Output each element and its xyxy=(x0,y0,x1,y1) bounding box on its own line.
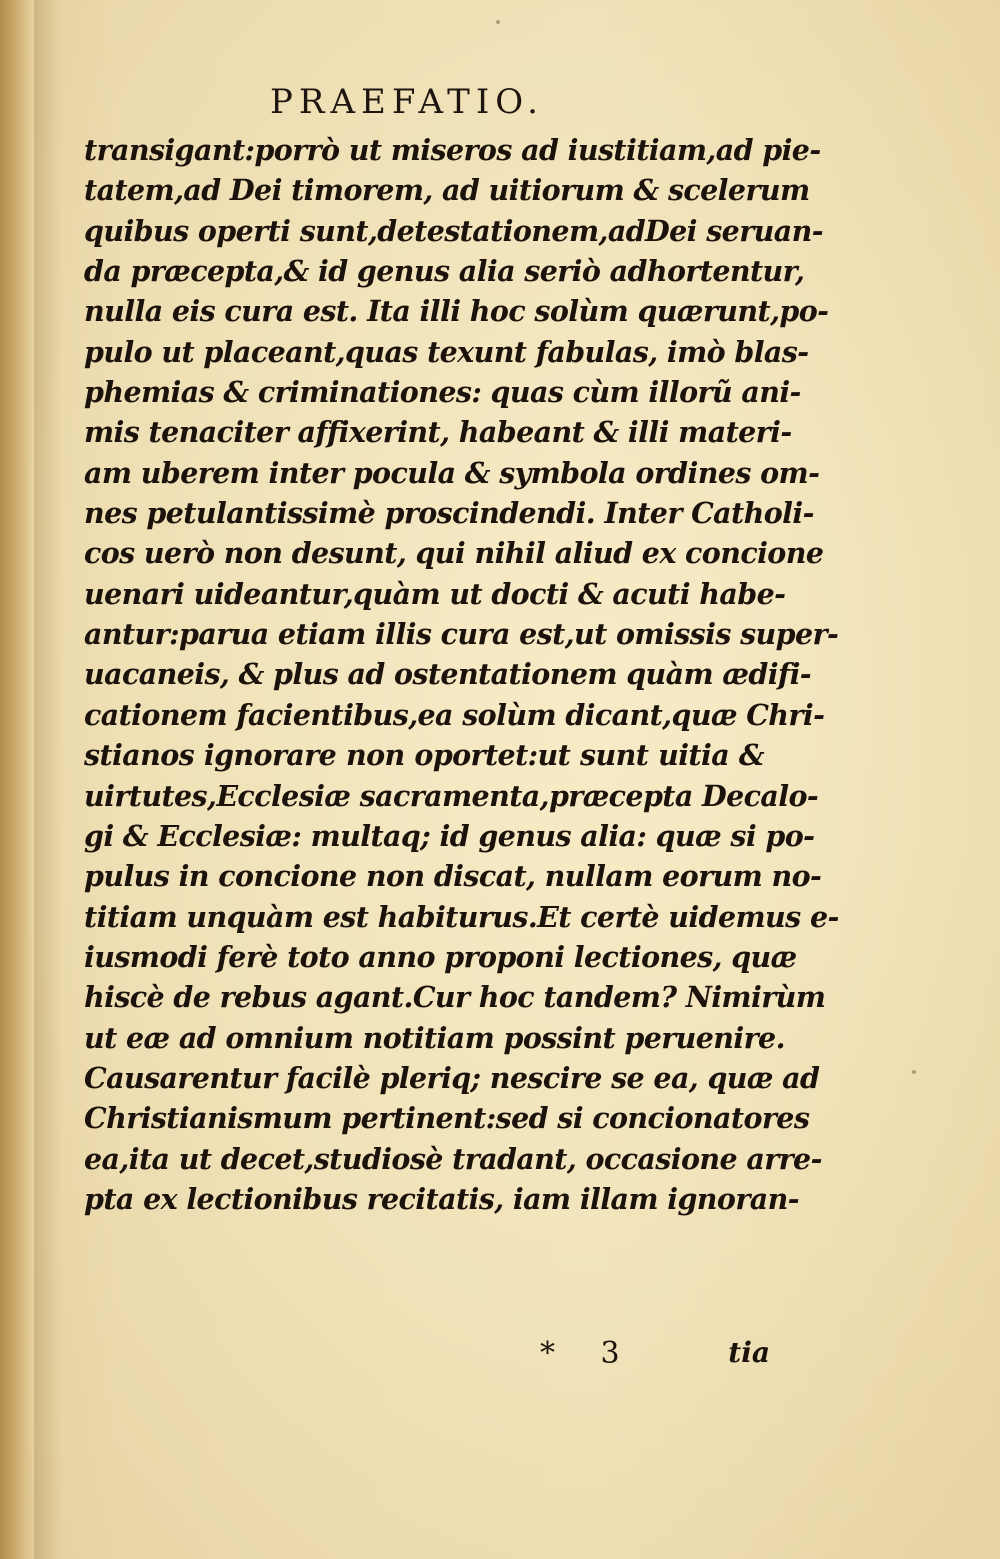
text-line: stianos ignorare non oportet:ut sunt uitia & xyxy=(84,738,764,773)
text-line: quibus operti sunt,detestationem,adDei seruan- xyxy=(84,213,823,248)
text-line: Causarentur facilè pleriq; nescire se ea, quæ ad xyxy=(84,1060,820,1095)
running-head: PRAEFATIO. xyxy=(270,82,544,122)
paper-speck xyxy=(496,20,500,24)
text-line: hiscè de rebus agant.Cur hoc tandem? Nimirùm xyxy=(84,980,826,1015)
text-line: ea,ita ut decet,studiosè tradant, occasione arre- xyxy=(84,1141,822,1176)
text-line: gi & Ecclesiæ: multaq; id genus alia: quæ si po- xyxy=(84,818,815,853)
text-line: mis tenaciter affixerint, habeant & illi materi- xyxy=(84,415,792,450)
text-line: antur:parua etiam illis cura est,ut omissis super- xyxy=(84,617,839,652)
text-line: cos uerò non desunt, qui nihil aliud ex concione xyxy=(84,536,824,571)
text-line: nes petulantissimè proscindendi. Inter Catholi- xyxy=(84,496,814,531)
book-binding-edge xyxy=(0,0,34,1559)
text-line: iusmodi ferè toto anno proponi lectiones, quæ xyxy=(84,939,797,974)
text-line: uacaneis, & plus ad ostentationem quàm ædifi- xyxy=(84,657,812,692)
text-line: pulus in concione non discat, nullam eorum no- xyxy=(84,859,822,894)
text-line: pta ex lectionibus recitatis, iam illam ignoran- xyxy=(84,1181,799,1216)
text-line: da præcepta,& id genus alia seriò adhortentur, xyxy=(84,254,805,289)
signature-mark: * 3 xyxy=(540,1336,638,1371)
text-line: uirtutes,Ecclesiæ sacramenta,præcepta Decalo- xyxy=(84,778,819,813)
text-line: tatem,ad Dei timorem, ad uitiorum & scelerum xyxy=(84,173,810,208)
text-line: uenari uideantur,quàm ut docti & acuti habe- xyxy=(84,576,786,611)
text-line: phemias & criminationes: quas cùm illorũ ani- xyxy=(84,375,801,410)
page-footer xyxy=(530,1336,770,1376)
paper-speck xyxy=(912,1070,916,1074)
gutter-shadow xyxy=(34,0,62,1559)
text-line: am uberem inter pocula & symbola ordines om- xyxy=(84,455,820,490)
text-line: ut eæ ad omnium notitiam possint peruenire. xyxy=(84,1020,785,1055)
catchword: tia xyxy=(728,1336,770,1369)
body-text xyxy=(84,130,839,1219)
text-line: nulla eis cura est. Ita illi hoc solùm quærunt,po- xyxy=(84,294,829,329)
text-line: cationem facientibus,ea solùm dicant,quæ Chri- xyxy=(84,697,825,732)
text-line: pulo ut placeant,quas texunt fabulas, imò blas- xyxy=(84,334,809,369)
text-line: titiam unquàm est habiturus.Et certè uidemus e- xyxy=(84,899,839,934)
text-line: Christianismum pertinent:sed si concionatores xyxy=(84,1101,810,1136)
text-line: transigant:porrò ut miseros ad iustitiam,ad pie- xyxy=(84,133,821,167)
